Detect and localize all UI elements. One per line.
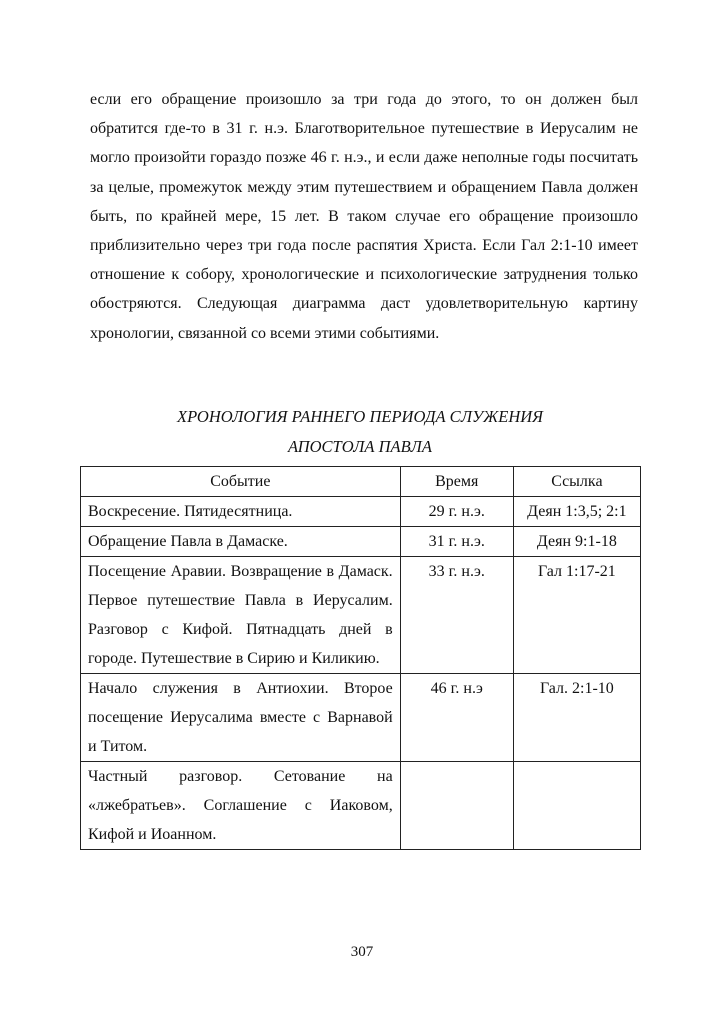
time-cell: 33 г. н.э.	[400, 557, 513, 674]
table-title-line-2: АПОСТОЛА ПАВЛА	[288, 437, 432, 456]
reference-cell	[513, 762, 640, 850]
header-time: Время	[400, 467, 513, 497]
reference-cell: Гал 1:17-21	[513, 557, 640, 674]
event-cell: Посещение Аравии. Возвращение в Дамаск. Первое путешествие Павла в Иерусалим. Разговор с Кифой. Пятнадцать дней в городе. Путешествие в Сирию и Киликию.	[81, 557, 401, 674]
table-row	[81, 557, 641, 674]
table-header-row	[81, 467, 641, 497]
event-cell: Частный разговор. Сетование на «лжебратьев». Соглашение с Иаковом, Кифой и Иоанном.	[81, 762, 401, 850]
table-row	[81, 674, 641, 762]
body-paragraph: если его обращение произошло за три года до этого, то он должен был обратится где-то в 31 г. н.э. Благотворительное путешествие в Иерусалим не могло произойти гораздо позже 46 г. н.э., и если даже неполные годы посчитать за целые, промежуток между этим путешествием и обращением Павла должен быть, по крайней мере, 15 лет. В таком случае его обращение произошло приблизительно через три года после распятия Христа. Если Гал 2:1-10 имеет отношение к собору, хронологические и психологические затруднения только обостряются. Следующая диаграмма даст удовлетворительную картину хронологии, связанной со всеми этими событиями.	[90, 91, 638, 342]
reference-cell: Деян 9:1-18	[513, 527, 640, 557]
reference-cell: Деян 1:3,5; 2:1	[513, 497, 640, 527]
time-cell: 29 г. н.э.	[400, 497, 513, 527]
event-cell: Начало служения в Антиохии. Второе посещение Иерусалима вместе с Варнавой и Титом.	[81, 674, 401, 762]
table-row	[81, 762, 641, 850]
page-number: 307	[350, 944, 374, 960]
event-cell: Воскресение. Пятидесятница.	[81, 497, 401, 527]
table-row	[81, 527, 641, 557]
time-cell: 31 г. н.э.	[400, 527, 513, 557]
time-cell: 46 г. н.э	[400, 674, 513, 762]
table-title-line-1: ХРОНОЛОГИЯ РАННЕГО ПЕРИОДА СЛУЖЕНИЯ	[176, 407, 543, 426]
event-cell: Обращение Павла в Дамаске.	[81, 527, 401, 557]
time-cell	[400, 762, 513, 850]
header-reference: Ссылка	[513, 467, 640, 497]
reference-cell: Гал. 2:1-10	[513, 674, 640, 762]
table-row	[81, 497, 641, 527]
header-event: Событие	[81, 467, 401, 497]
chronology-table	[80, 466, 641, 850]
